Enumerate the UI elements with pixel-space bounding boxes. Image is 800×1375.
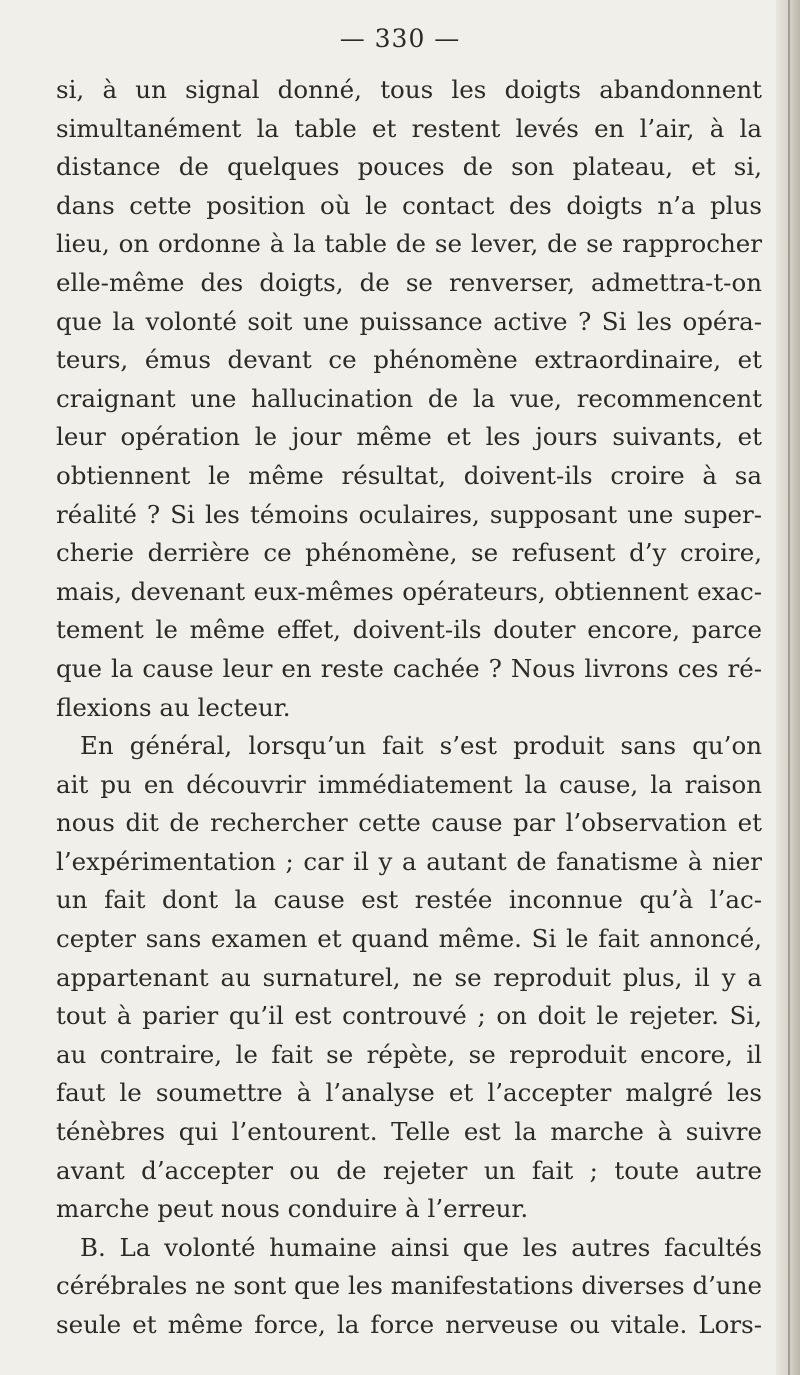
paragraph-end-line: flexions au lecteur. [56,692,291,722]
text-line: ait pu en découvrir immédiatement la cause, la raison [56,769,762,799]
text-line: leur opération le jour même et les jours suivants, et [56,422,762,452]
paragraph-first-line: B. La volonté humaine ainsi que les autres facultés [80,1232,762,1262]
text-line: si, à un signal donné, tous les doigts abandonnent [56,75,762,104]
text-line: dans cette position où le contact des doigts n’a plus [56,190,762,220]
text-line: cepter sans examen et quand même. Si le fait annoncé, [56,924,762,954]
text-line: réalité ? Si les témoins oculaires, supposant une super- [56,499,762,529]
text-line: obtiennent le même résultat, doivent-ils croire à sa [56,460,762,490]
text-line: avant d’accepter ou de rejeter un fait ; toute autre [56,1155,762,1185]
text-line: un fait dont la cause est restée inconnue qu’à l’ac- [56,885,762,915]
text-line: l’expérimentation ; car il y a autant de fanatisme à nier [56,846,762,876]
page-number: — 330 — [339,24,461,53]
text-line: craignant une hallucination de la vue, recommencent [56,383,762,413]
text-line: au contraire, le fait se répète, se reproduit encore, il [56,1039,762,1069]
paragraph-end-line: marche peut nous conduire à l’erreur. [56,1194,529,1224]
text-line: nous dit de rechercher cette cause par l’observation et [56,808,762,838]
text-line: elle-même des doigts, de se renverser, admettra-t-on [56,267,762,297]
text-line: appartenant au surnaturel, ne se reproduit plus, il y a [56,962,762,992]
text-line: mais, devenant eux-mêmes opérateurs, obtiennent exac- [56,576,762,606]
text-line: que la cause leur en reste cachée ? Nous livrons ces ré- [56,653,762,683]
text-line: simultanément la table et restent levés en l’air, à la [56,113,762,143]
body-text [56,71,762,1345]
text-line: distance de quelques pouces de son plateau, et si, [56,152,762,182]
paragraph-first-line: En général, lorsqu’un fait s’est produit sans qu’on [80,731,762,761]
text-line: ténèbres qui l’entourent. Telle est la marche à suivre [56,1117,762,1147]
text-line: seule et même force, la force nerveuse ou vitale. Lors- [56,1310,762,1339]
text-line: tout à parier qu’il est controuvé ; on doit le rejeter. Si, [56,1001,762,1031]
text-line: faut le soumettre à l’analyse et l’accepter malgré les [56,1078,762,1108]
text-line: cérébrales ne sont que les manifestations diverses d’une [56,1271,762,1301]
binding-edge [788,0,790,1375]
text-line: tement le même effet, doivent-ils douter encore, parce [56,615,762,645]
text-line: que la volonté soit une puissance active ? Si les opéra- [56,306,762,336]
text-line: cherie derrière ce phénomène, se refusent d’y croire, [56,538,762,568]
text-line: lieu, on ordonne à la table de se lever, de se rapprocher [56,229,762,259]
text-line: teurs, émus devant ce phénomène extraordinaire, et [56,345,762,375]
